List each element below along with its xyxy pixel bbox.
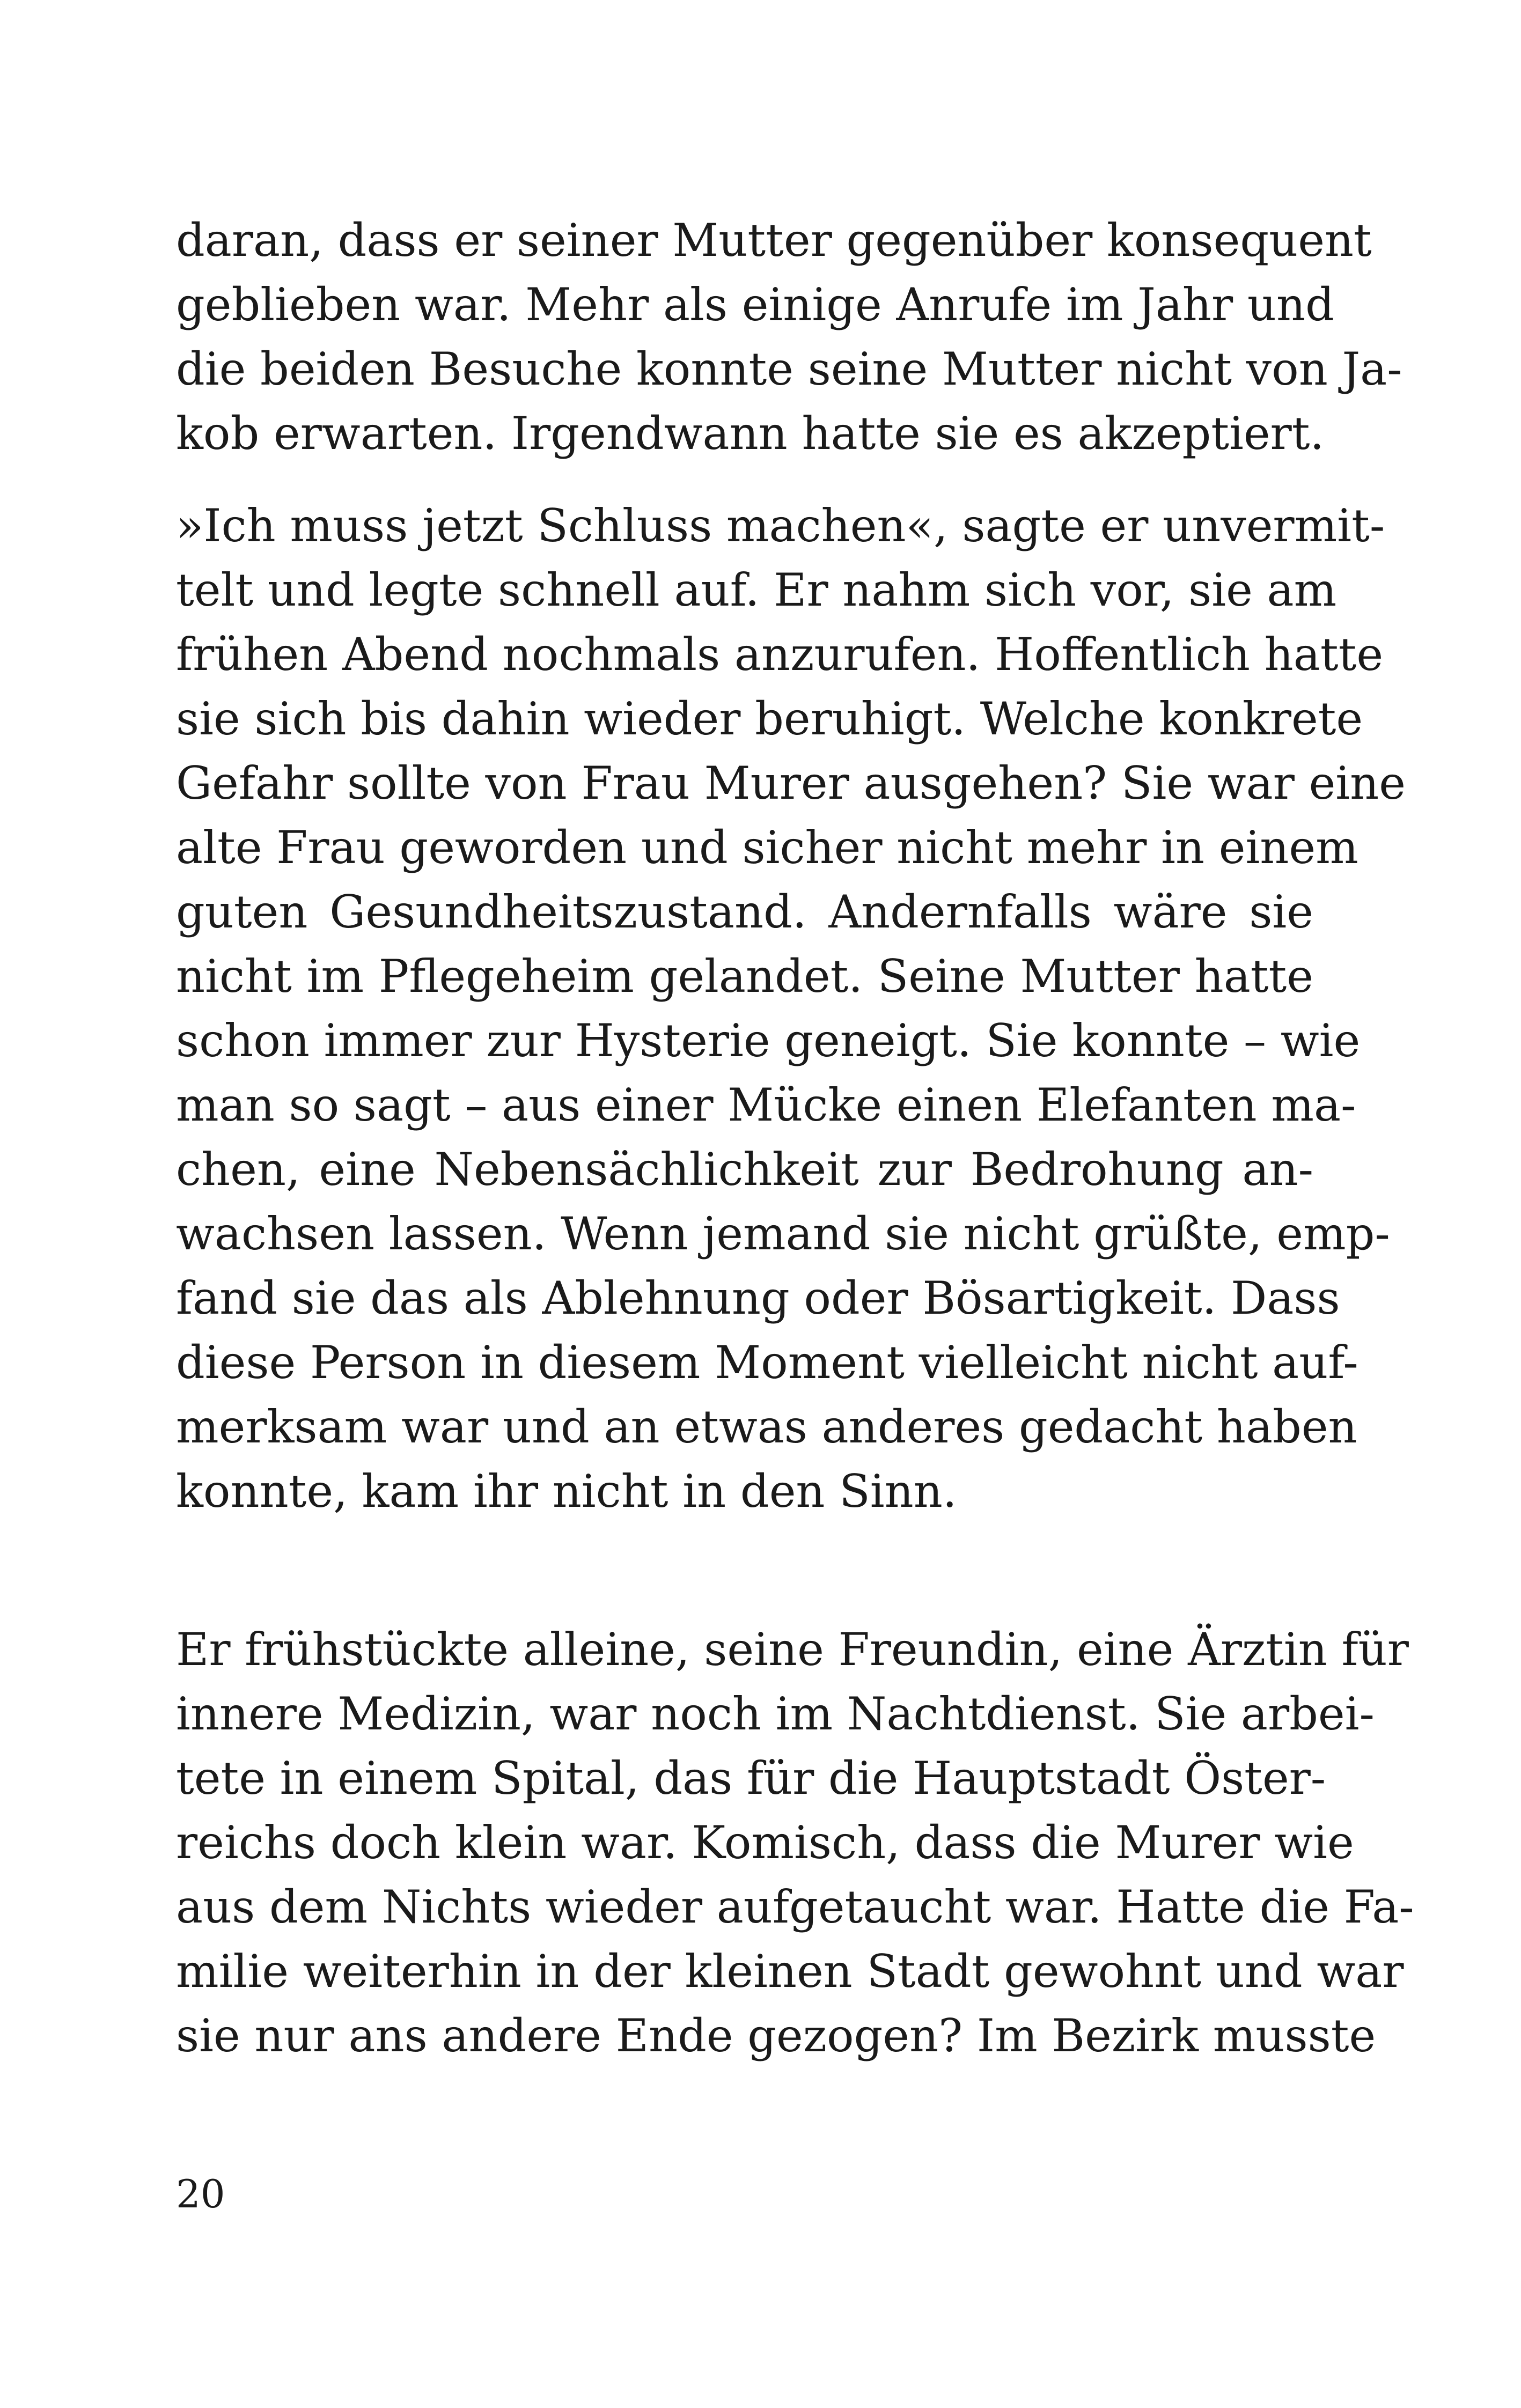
text-line: Er frühstückte alleine, seine Freundin, eine Ärztin für [176, 1623, 1409, 1676]
text-line: chen, eine Nebensächlichkeit zur Bedrohung an- [176, 1143, 1313, 1196]
text-line: tete in einem Spital, das für die Hauptstadt Öster- [176, 1752, 1326, 1805]
text-line: aus dem Nichts wieder aufgetaucht war. Hatte die Fa- [176, 1881, 1414, 1933]
text-line: guten Gesundheitszustand. Andernfalls wäre sie [176, 886, 1313, 938]
text-line: nicht im Pflegeheim gelandet. Seine Mutter hatte [176, 950, 1313, 1003]
text-line: schon immer zur Hysterie geneigt. Sie konnte – wie [176, 1014, 1361, 1067]
text-line: sie sich bis dahin wieder beruhigt. Welche konkrete [176, 693, 1363, 745]
text-line: alte Frau geworden und sicher nicht mehr in einem [176, 821, 1358, 874]
page-number: 20 [176, 2171, 225, 2216]
text-line: daran, dass er seiner Mutter gegenüber konsequent [176, 214, 1372, 267]
text-line: diese Person in diesem Moment vielleicht nicht auf- [176, 1336, 1358, 1389]
text-line: sie nur ans andere Ende gezogen? Im Bezirk musste [176, 2009, 1376, 2062]
text-line: frühen Abend nochmals anzurufen. Hoffentlich hatte [176, 628, 1384, 681]
text-line: konnte, kam ihr nicht in den Sinn. [176, 1465, 957, 1518]
text-line: die beiden Besuche konnte seine Mutter nicht von Ja- [176, 343, 1402, 395]
paragraph-2 [176, 494, 1406, 1523]
text-line: »Ich muss jetzt Schluss machen«, sagte er unvermit- [176, 499, 1385, 552]
text-line: geblieben war. Mehr als einige Anrufe im Jahr und [176, 278, 1334, 331]
text-line: milie weiterhin in der kleinen Stadt gewohnt und war [176, 1945, 1404, 1998]
text-line: reichs doch klein war. Komisch, dass die Murer wie [176, 1816, 1354, 1869]
text-line: merksam war und an etwas anderes gedacht haben [176, 1401, 1357, 1453]
paragraph-3 [176, 1617, 1414, 2068]
text-line: wachsen lassen. Wenn jemand sie nicht grüßte, emp- [176, 1207, 1390, 1260]
text-line: telt und legte schnell auf. Er nahm sich vor, sie am [176, 564, 1337, 616]
text-line: innere Medizin, war noch im Nachtdienst. Sie arbei- [176, 1688, 1375, 1740]
text-line: fand sie das als Ablehnung oder Bösartigkeit. Dass [176, 1272, 1340, 1324]
text-line: man so sagt – aus einer Mücke einen Elefanten ma- [176, 1079, 1356, 1131]
paragraph-1 [176, 208, 1402, 466]
text-line: kob erwarten. Irgendwann hatte sie es akzeptiert. [176, 407, 1325, 460]
text-line: Gefahr sollte von Frau Murer ausgehen? Sie war eine [176, 757, 1406, 809]
